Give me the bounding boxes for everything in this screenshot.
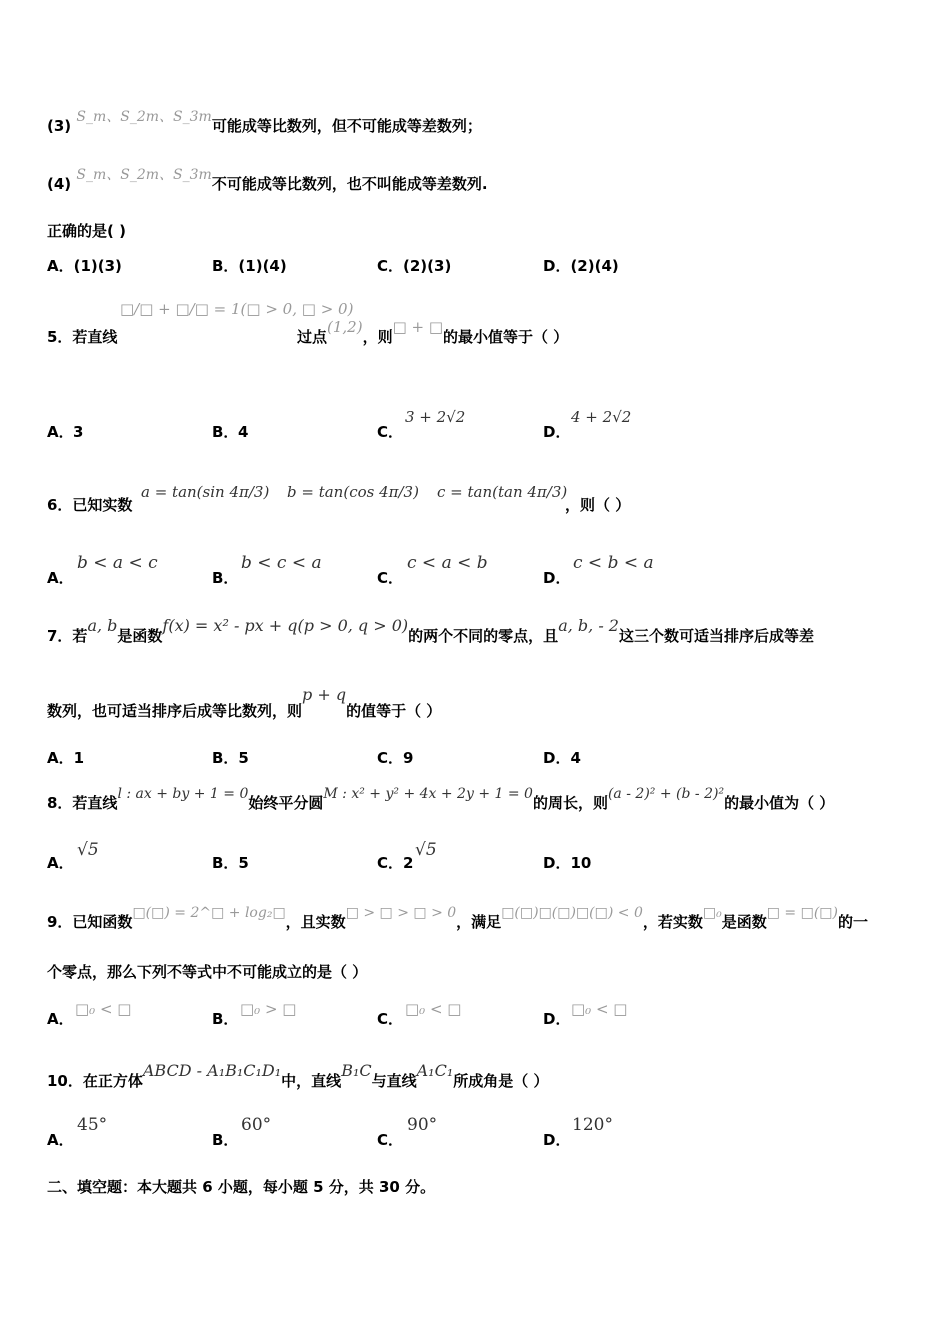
q10-stem: 10．在正方体ABCD - A₁B₁C₁D₁中，直线B₁C与直线A₁C₁所成角是（ ） [47,1061,549,1090]
q8-label-c: C．2 [377,854,414,872]
q7-option-a: A．1 [47,749,85,767]
q4-prompt: 正确的是( ) [47,222,126,240]
q7-option-b: B．5 [212,749,249,767]
q9-value-d: □₀ < □ [571,1000,628,1018]
q9-stem: 9．已知函数□(□) = 2^□ + log₂□，且实数□ > □ > □ > 0，满足□(□)□(□)□(□) < 0，若实数□₀是函数□ = □(□)的一 [47,905,869,931]
q9-stem-line2: 个零点，那么下列不等式中不可能成立的是（ ） [47,963,368,981]
q10-label-a: A． [47,1131,74,1149]
q6-expr-b: b = tan(cos 4π/3) [287,483,419,501]
q4-item4: (4) S_m、S_2m、S_3m不可能成等比数列，也不叫能成等差数列. [47,167,488,193]
q6-tail: ，则（ ） [565,496,631,514]
q9-value-c: □₀ < □ [405,1000,462,1018]
q4-item3: (3) S_m、S_2m、S_3m可能成等比数列，但不可能成等差数列； [47,109,482,135]
q9-product: □(□)□(□)□(□) < 0 [501,905,643,921]
q8-value-c: √5 [415,840,437,860]
q7-values: a, b, - 2 [558,616,619,635]
q10-line-a1c1: A₁C₁ [416,1061,454,1080]
q10-value-b: 60° [241,1115,272,1135]
q5-stem-rest: 过点(1,2)，则□ + □的最小值等于（ ） [297,318,569,346]
q5-value-d: 4 + 2√2 [571,408,632,426]
q10-value-c: 90° [407,1115,438,1135]
q8-option-d: D．10 [543,854,592,872]
q5-label-c: C． [377,423,404,441]
q6-label-b: B． [212,569,239,587]
q5-expr: □ + □ [392,318,444,336]
q6-value-a: b < a < c [77,553,158,573]
q9-function: □(□) = 2^□ + log₂□ [132,905,286,921]
q6-value-d: c < b < a [573,553,654,573]
q7-function: f(x) = x² - px + q(p > 0, q > 0) [162,616,409,635]
q5-point: (1,2) [327,318,363,336]
q5-value-c: 3 + 2√2 [405,408,466,426]
q9-y: □ = □(□) [766,905,838,921]
q10-value-d: 120° [572,1115,613,1135]
q8-value-a: √5 [77,840,99,860]
q6-expr-c: c = tan(tan 4π/3) [437,483,568,501]
q7-pq: p + q [302,685,347,704]
q6-label-a: A． [47,569,74,587]
q8-line-l: l : ax + by + 1 = 0 [117,786,249,802]
q6-expr-a: a = tan(sin 4π/3) [141,483,270,501]
q9-label-b: B． [212,1010,239,1028]
q7-stem-line2: 数列，也可适当排序后成等比数列，则p + q的值等于（ ） [47,685,442,720]
q10-cube: ABCD - A₁B₁C₁D₁ [142,1061,282,1080]
q10-label-c: C． [377,1131,404,1149]
q8-option-b: B．5 [212,854,249,872]
q6-value-c: c < a < b [407,553,488,573]
q5-label-b: B． [212,423,239,441]
q9-label-d: D． [543,1010,571,1028]
q8-circle-m: M : x² + y² + 4x + 2y + 1 = 0 [323,786,533,802]
q9-value-a: □₀ < □ [75,1000,132,1018]
q5-line-equation: □/□ + □/□ = 1(□ > 0, □ > 0) [120,300,354,318]
q4-option-b: B．(1)(4) [212,257,287,275]
q5-label-a: A． [47,423,74,441]
q9-label-a: A． [47,1010,74,1028]
q8-expr: (a - 2)² + (b - 2)² [607,786,725,802]
q9-value-b: □₀ > □ [240,1000,297,1018]
q7-option-c: C．9 [377,749,414,767]
q4-item3-math: S_m、S_2m、S_3m [76,109,212,125]
q10-label-b: B． [212,1131,239,1149]
q6-label-d: D． [543,569,571,587]
q4-option-a: A．(1)(3) [47,257,122,275]
q7-stem: 7．若a, b是函数f(x) = x² - px + q(p > 0, q > 0)的两个不同的零点，且a, b, - 2这三个数可适当排序后成等差 [47,616,814,645]
q7-ab: a, b [87,616,118,635]
q10-label-d: D． [543,1131,571,1149]
q6-label-c: C． [377,569,404,587]
section-2-heading: 二、填空题：本大题共 6 小题，每小题 5 分，共 30 分。 [47,1178,436,1196]
q4-option-c: C．(2)(3) [377,257,452,275]
q8-stem: 8．若直线l : ax + by + 1 = 0始终平分圆M : x² + y² + 4x + 2y + 1 = 0的周长，则(a - 2)² + (b - 2)²的最小值为（ ） [47,786,835,812]
q10-line-b1c: B₁C [341,1061,372,1080]
q10-value-a: 45° [77,1115,108,1135]
q6-value-b: b < c < a [241,553,322,573]
q5-value-b: 4 [238,423,249,441]
q5-label-d: D． [543,423,571,441]
q8-label-a: A． [47,854,74,872]
q5-value-a: 3 [73,423,84,441]
q9-inequality: □ > □ > □ > 0 [345,905,457,921]
q6-stem: 6．已知实数 [47,496,133,514]
q5-stem: 5．若直线 [47,328,118,346]
q4-item4-math: S_m、S_2m、S_3m [76,167,212,183]
q4-option-d: D．(2)(4) [543,257,619,275]
q9-x0: □₀ [702,905,722,921]
q7-option-d: D．4 [543,749,581,767]
q9-label-c: C． [377,1010,404,1028]
